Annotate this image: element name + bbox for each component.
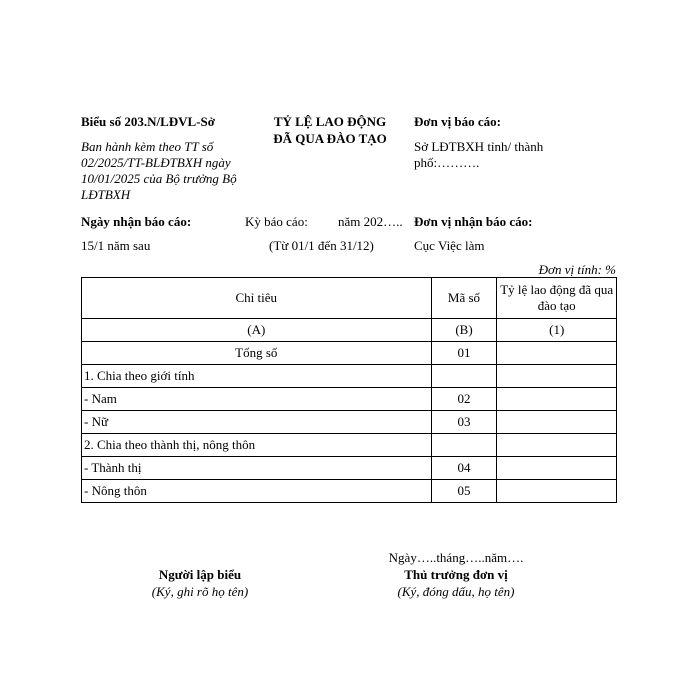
table-letter-row bbox=[82, 319, 617, 342]
row-value bbox=[497, 342, 617, 365]
row-code: 05 bbox=[431, 480, 497, 503]
table-row bbox=[82, 365, 617, 388]
form-code: Biểu số 203.N/LĐVL-Sở bbox=[81, 114, 215, 129]
table-header-row bbox=[82, 278, 617, 319]
row-label: - Nông thôn bbox=[82, 480, 432, 503]
row-code: 01 bbox=[431, 342, 497, 365]
form-issued-by: Ban hành kèm theo TT số 02/2025/TT-BLĐTBXH ngày 10/01/2025 của Bộ trưởng Bộ LĐTBXH bbox=[81, 139, 237, 202]
row-value bbox=[497, 388, 617, 411]
letter-indicator: (A) bbox=[82, 319, 432, 342]
period-range: (Từ 01/1 đến 31/12) bbox=[269, 238, 374, 253]
report-title-line1: TỶ LỆ LAO ĐỘNG bbox=[273, 114, 387, 129]
row-label: Tổng số bbox=[82, 342, 432, 365]
table-row bbox=[82, 480, 617, 503]
reporting-unit-value: Sở LĐTBXH tỉnh/ thành phố:………. bbox=[414, 139, 544, 170]
table-row bbox=[82, 411, 617, 434]
row-label: 2. Chia theo thành thị, nông thôn bbox=[82, 434, 432, 457]
row-code: 03 bbox=[431, 411, 497, 434]
receiving-unit-value: Cục Việc làm bbox=[414, 238, 485, 253]
header-rate: Tỷ lệ lao động đã qua đào tạo bbox=[497, 278, 617, 319]
table-row bbox=[82, 388, 617, 411]
row-value bbox=[497, 480, 617, 503]
row-label: - Nữ bbox=[82, 411, 432, 434]
row-label: - Nam bbox=[82, 388, 432, 411]
reporting-unit-label: Đơn vị báo cáo: bbox=[414, 114, 502, 129]
row-code bbox=[431, 365, 497, 388]
signature-date-line: Ngày…..tháng…..năm…. bbox=[388, 550, 524, 565]
period-label: Kỳ báo cáo: bbox=[245, 214, 308, 229]
receive-date-label: Ngày nhận báo cáo: bbox=[81, 214, 192, 229]
row-code bbox=[431, 434, 497, 457]
letter-code: (B) bbox=[431, 319, 497, 342]
row-value bbox=[497, 411, 617, 434]
period-year: năm 202….. bbox=[338, 214, 403, 229]
report-table bbox=[81, 277, 617, 503]
row-label: 1. Chia theo giới tính bbox=[82, 365, 432, 388]
row-value bbox=[497, 434, 617, 457]
head-title: Thủ trưởng đơn vị bbox=[404, 567, 508, 582]
table-row bbox=[82, 342, 617, 365]
table-row bbox=[82, 434, 617, 457]
head-note: (Ký, đóng dấu, họ tên) bbox=[397, 584, 515, 599]
letter-rate: (1) bbox=[497, 319, 617, 342]
report-title-line2: ĐÃ QUA ĐÀO TẠO bbox=[273, 131, 387, 146]
header-code: Mã số bbox=[431, 278, 497, 319]
row-code: 02 bbox=[431, 388, 497, 411]
preparer-title: Người lập biểu bbox=[158, 567, 242, 582]
row-label: - Thành thị bbox=[82, 457, 432, 480]
header-indicator: Chỉ tiêu bbox=[82, 278, 432, 319]
preparer-note: (Ký, ghi rõ họ tên) bbox=[151, 584, 249, 599]
row-value bbox=[497, 457, 617, 480]
unit-note: Đơn vị tính: % bbox=[538, 262, 616, 277]
table-row bbox=[82, 457, 617, 480]
receive-date-value: 15/1 năm sau bbox=[81, 238, 151, 253]
receiving-unit-label: Đơn vị nhận báo cáo: bbox=[414, 214, 533, 229]
row-value bbox=[497, 365, 617, 388]
row-code: 04 bbox=[431, 457, 497, 480]
